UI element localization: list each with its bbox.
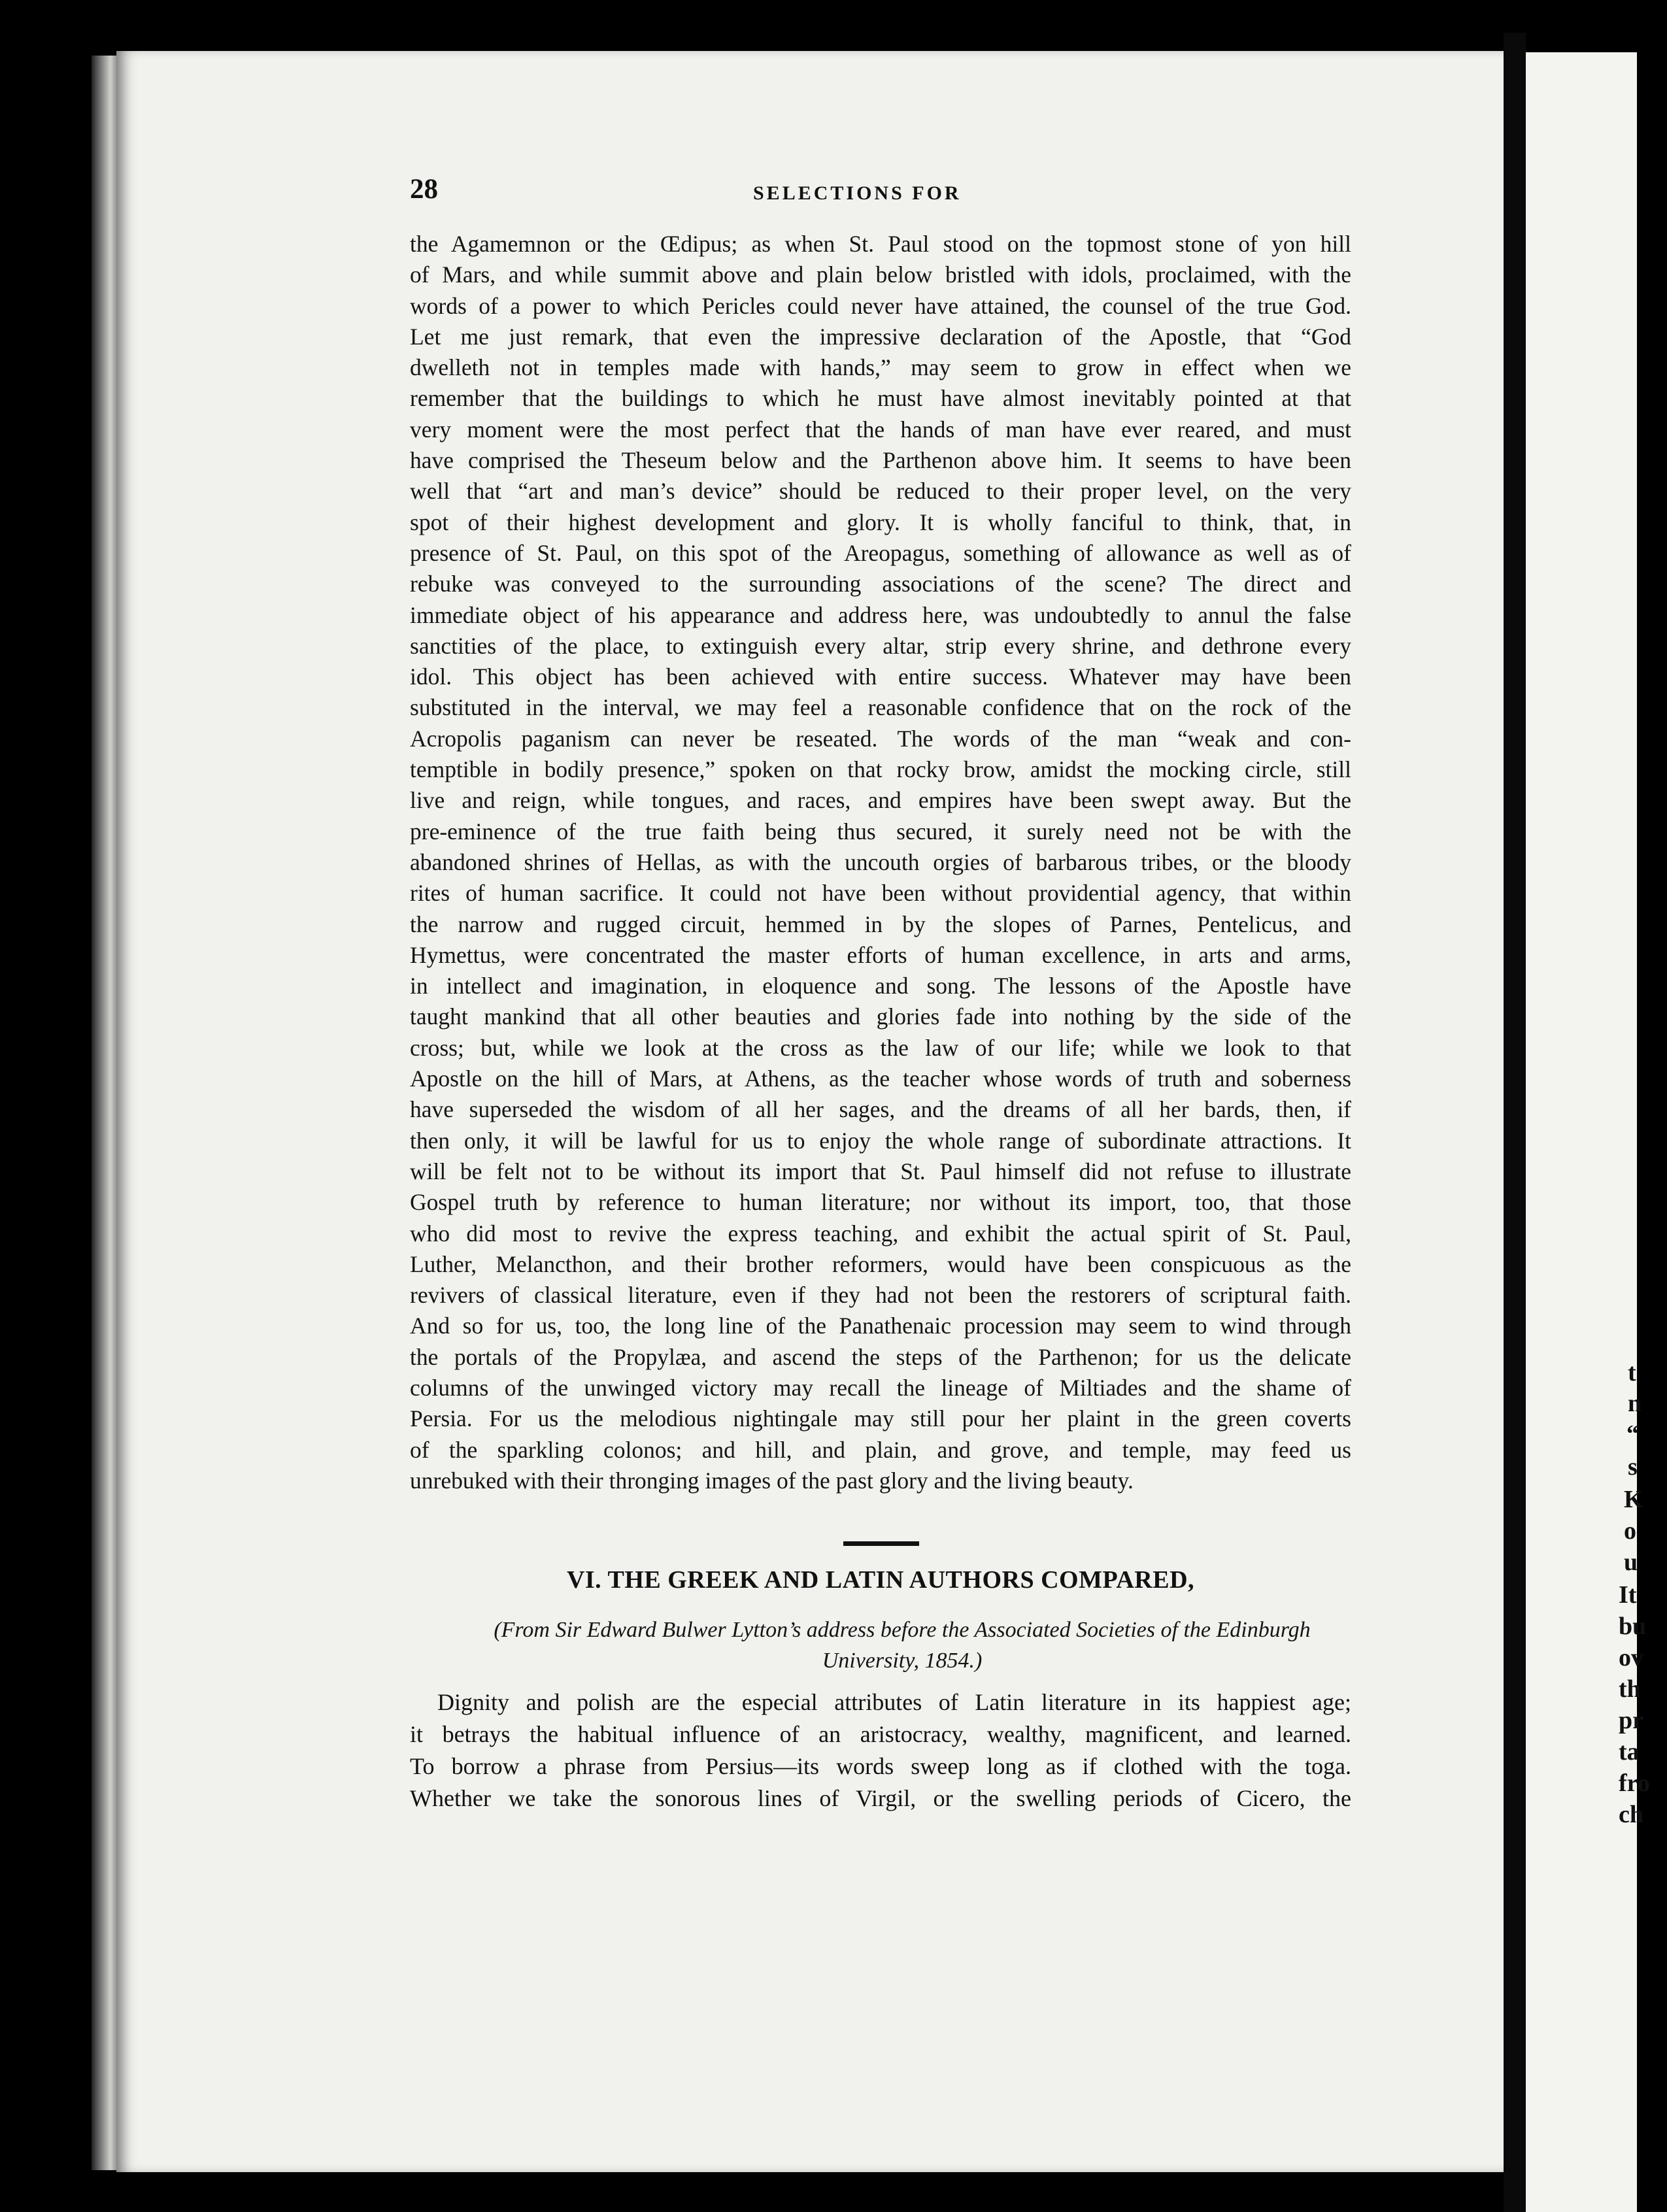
fragment: pr	[1619, 1707, 1643, 1734]
text-line: of Mars, and while summit above and plain below bristled with idols, proclaimed, with the	[410, 261, 1351, 288]
text-line: taught mankind that all other beauties and glories fade into nothing by the side of the	[410, 1003, 1351, 1030]
book-gutter	[1504, 33, 1526, 2212]
fragment: ov	[1619, 1644, 1643, 1671]
body-paragraph	[410, 229, 1351, 1496]
fragment: ta	[1619, 1738, 1640, 1766]
text-line: will be felt not to be without its import that St. Paul himself did not refuse to illustrate	[410, 1158, 1351, 1184]
text-line: spot of their highest development and glory. It is wholly fanciful to think, that, in	[410, 509, 1351, 535]
text-line: temptible in bodily presence,” spoken on that rocky brow, amidst the mocking circle, still	[410, 756, 1351, 783]
text-line: well that “art and man’s device” should be reduced to their proper level, on the very	[410, 478, 1351, 505]
section-divider	[843, 1541, 919, 1546]
fragment: bu	[1619, 1613, 1647, 1640]
fragment: “	[1626, 1420, 1639, 1448]
text-line: in intellect and imagination, in eloquence and song. The lessons of the Apostle have	[410, 973, 1351, 999]
facing-page	[1526, 52, 1637, 2212]
fragment: u	[1624, 1549, 1638, 1576]
text-line: Whether we take the sonorous lines of Virgil, or the swelling periods of Cicero, the	[410, 1785, 1351, 1811]
text-line: substituted in the interval, we may feel a reasonable confidence that on the rock of the	[410, 694, 1351, 721]
text-line: live and reign, while tongues, and races, and empires have been swept away. But the	[410, 787, 1351, 814]
fragment: t	[1628, 1359, 1636, 1386]
fragment: th	[1619, 1675, 1641, 1703]
fragment: s	[1628, 1453, 1638, 1481]
text-line: And so for us, too, the long line of the Panathenaic procession may seem to wind through	[410, 1313, 1351, 1339]
fragment: It	[1619, 1581, 1637, 1609]
text-line: sanctities of the place, to extinguish every altar, strip every shrine, and dethrone every	[410, 632, 1351, 659]
fragment: n	[1628, 1390, 1642, 1417]
page-header	[410, 173, 1351, 212]
text-line: have superseded the wisdom of all her sages, and the dreams of all her bards, then, if	[410, 1096, 1351, 1123]
section-attribution	[445, 1615, 1360, 1677]
text-line: revivers of classical literature, even if they had not been the restorers of scriptural faith.	[410, 1282, 1351, 1309]
section-title: VI. THE GREEK AND LATIN AUTHORS COMPARED,	[566, 1566, 1195, 1594]
text-line: columns of the unwinged victory may recall the lineage of Miltiades and the shame of	[410, 1374, 1351, 1401]
text-line: presence of St. Paul, on this spot of the Areopagus, something of allowance as well as of	[410, 539, 1351, 566]
running-head: SELECTIONS FOR	[753, 182, 962, 204]
fragment: o	[1624, 1517, 1636, 1545]
text-line: rebuke was conveyed to the surrounding associations of the scene? The direct and	[410, 571, 1351, 597]
text-line: pre-eminence of the true faith being thus secured, it surely need not be with the	[410, 818, 1351, 845]
text-line: the Agamemnon or the Œdipus; as when St. Paul stood on the topmost stone of yon hill	[410, 231, 1351, 257]
text-line: remember that the buildings to which he must have almost inevitably pointed at that	[410, 385, 1351, 412]
text-line: words of a power to which Pericles could never have attained, the counsel of the true God.	[410, 292, 1351, 319]
page-number: 28	[410, 174, 438, 205]
text-line: dwelleth not in temples made with hands,” may seem to grow in effect when we	[410, 354, 1351, 381]
fragment: K	[1624, 1486, 1643, 1513]
text-line: abandoned shrines of Hellas, as with the uncouth orgies of barbarous tribes, or the bloody	[410, 848, 1351, 875]
text-line: the narrow and rugged circuit, hemmed in by the slopes of Parnes, Pentelicus, and	[410, 911, 1351, 937]
text-line: Apostle on the hill of Mars, at Athens, as the teacher whose words of truth and soberness	[410, 1065, 1351, 1092]
text-line: rites of human sacrifice. It could not have been without providential agency, that within	[410, 880, 1351, 907]
text-line: University, 1854.)	[822, 1649, 983, 1673]
text-line: (From Sir Edward Bulwer Lytton’s address before the Associated Societies of the Edinburgh	[494, 1618, 1311, 1642]
text-line: idol. This object has been achieved with entire success. Whatever may have been	[410, 663, 1351, 690]
text-line: it betrays the habitual influence of an aristocracy, wealthy, magnificent, and learned.	[410, 1721, 1351, 1747]
section-paragraph	[410, 1686, 1351, 1815]
fragment: fro	[1619, 1769, 1650, 1797]
text-line: who did most to revive the express teaching, and exhibit the actual spirit of St. Paul,	[410, 1220, 1351, 1247]
text-line: of the sparkling colonos; and hill, and plain, and grove, and temple, may feed us	[410, 1436, 1351, 1463]
text-line: Acropolis paganism can never be reseated. The words of the man “weak and con-	[410, 725, 1351, 752]
text-line: To borrow a phrase from Persius—its words sweep long as if clothed with the toga.	[410, 1753, 1351, 1779]
text-line: Luther, Melancthon, and their brother reformers, would have been conspicuous as the	[410, 1250, 1351, 1277]
fragment: ch	[1619, 1801, 1643, 1828]
text-line: Dignity and polish are the especial attributes of Latin literature in its happiest age;	[437, 1689, 1351, 1715]
text-line: have comprised the Theseum below and the Parthenon above him. It seems to have been	[410, 447, 1351, 474]
text-line: Gospel truth by reference to human literature; nor without its import, too, that those	[410, 1189, 1351, 1216]
text-line: the portals of the Propylæa, and ascend the steps of the Parthenon; for us the delicate	[410, 1343, 1351, 1370]
text-line: very moment were the most perfect that the hands of man have ever reared, and must	[410, 416, 1351, 443]
text-line: Persia. For us the melodious nightingale may still pour her plaint in the green coverts	[410, 1405, 1351, 1432]
text-line: Let me just remark, that even the impressive declaration of the Apostle, that “God	[410, 323, 1351, 350]
text-line: Hymettus, were concentrated the master efforts of human excellence, in arts and arms,	[410, 941, 1351, 968]
text-line: then only, it will be lawful for us to enjoy the whole range of subordinate attractions. It	[410, 1127, 1351, 1154]
text-line: immediate object of his appearance and address here, was undoubtedly to annul the false	[410, 601, 1351, 628]
text-line: cross; but, while we look at the cross as the law of our life; while we look to that	[410, 1034, 1351, 1061]
text-line: unrebuked with their thronging images of the past glory and the living beauty.	[410, 1467, 1134, 1494]
